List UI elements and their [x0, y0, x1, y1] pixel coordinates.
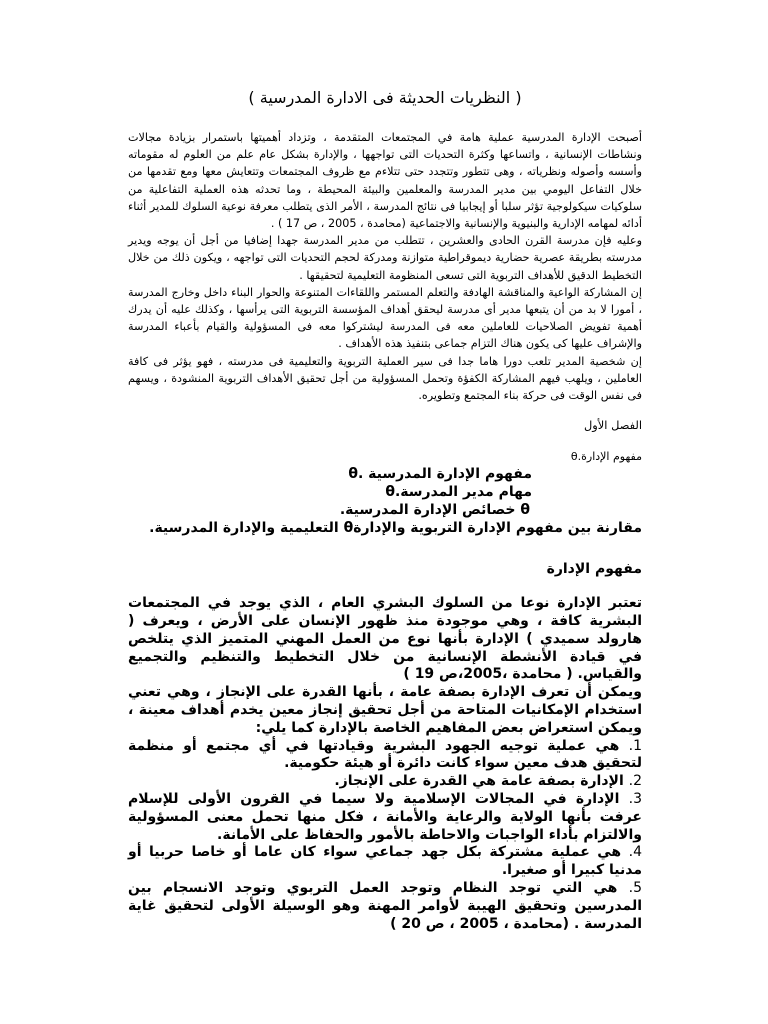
- definition-text: هي عملية مشتركة بكل جهد جماعي سواء كان عاما أو خاصا حربيا أو مدنيا كبيرا أو صغيرا.: [128, 844, 642, 879]
- definition-item: [128, 791, 642, 844]
- topic-item: مفهوم الإدارة المدرسية .θ: [348, 466, 532, 483]
- section-paragraph: تعتبر الإدارة نوعا من السلوك البشري العام ، الذي يوجد في المجتمعات البشرية كافة ، وهي موجودة منذ ظهور الإنسان على الأرض ، ويعرف ( هارولد سميدي ) الإدارة بأنها نوع من العمل المهني المتميز الذي يتلخص في قيادة الأنشطة الإنسانية من خلال التخطيط والتنظيم والتجميع والقياس. ( محامدة ،2005،ص 19 ): [128, 595, 642, 683]
- topic-item: مهام مدير المدرسة.θ: [385, 484, 532, 501]
- definition-number: 5.: [628, 880, 642, 896]
- definition-number: 3.: [628, 791, 642, 808]
- definition-item: [128, 844, 642, 880]
- definition-number: 4.: [628, 844, 643, 861]
- section-title: مفهوم الإدارة: [546, 561, 642, 578]
- intro-paragraph: إن شخصية المدير تلعب دورا هاما جدا فى سير العملية التربوية والتعليمية فى مدرسته ، فهو يؤثر فى كافة العاملين ، ويلهب فيهم المشاركة الكفؤة وتحمل المسؤولية من أجل تحقيق الأهداف التربوية المنشودة ، ويسهم فى نفس الوقت فى حركة بناء المجتمع وتطويره.: [128, 354, 642, 403]
- definition-number: 2.: [628, 773, 642, 790]
- topics-list: [128, 465, 642, 537]
- document-title: ( النظريات الحديثة فى الادارة المدرسية ): [248, 88, 522, 107]
- definition-item: [128, 880, 642, 933]
- definition-item: [128, 738, 642, 774]
- definition-text: الإدارة بصفة عامة هي القدرة على الإنجاز.: [334, 773, 624, 790]
- section-body: [128, 595, 642, 737]
- intro-section: [128, 129, 642, 404]
- topic-item: θ خصائص الإدارة المدرسية.: [339, 502, 530, 519]
- intro-paragraph: وعليه فإن مدرسة القرن الحادى والعشرين ، تتطلب من مدير المدرسة جهدا إضافيا من أجل أن يوجه ويدير مدرسته بطريقة عصرية حضارية ديموقراطية متوازنة ومدركة لحجم التحديات التى تواجهه ، ويكون ذلك من خلال التخطيط الدقيق للأهداف التربوية التى تسعى المنظومة التعليمية لتحقيقها .: [128, 234, 642, 282]
- definition-text: الإدارة في المجالات الإسلامية ولا سيما في القرون الأولى للإسلام عرفت بأنها الولاية والرعاية والأمانة ، فكل منها تحمل معنى المسؤولية والالتزام بأداء الواجبات والاحاطة بالأمور والحفاظ على الأمانة.: [128, 791, 642, 843]
- intro-paragraph: إن المشاركة الواعية والمناقشة الهادفة والتعلم المستمر واللقاءات المتنوعة والحوار البناء داخل وخارج المدرسة ، أمورا لا بد من أن يتبعها مدير أى مدرسة ليحقق أهداف المؤسسة التربوية التى يرأسها ، وكذلك عليه أن يدرك أهمية تفويض الصلاحيات للعاملين معه فى المدرسة ليشتركوا معه فى المسؤولية والقيام بأعباء المدرسة والإشراف عليها كى يكون هناك التزام جماعى بتنفيذ هذه الأهداف .: [128, 285, 642, 351]
- chapter-label: الفصل الأول: [584, 418, 642, 433]
- intro-paragraph: أصبحت الإدارة المدرسية عملية هامة في المجتمعات المتقدمة ، وتزداد أهميتها باستمرار بزيادة مجالات ونشاطات الإنسانية ، واتساعها وكثرة التحديات التى تواجهها ، والإدارة بشكل عام علم من العلوم له مقوماته وأسسه وأصوله ونظرياته ، وهى تتطور وتتجدد حتى تتلاءم مع ظروف المجتمعات وتتعايش معها ومع تقدمها من خلال التفاعل اليومي بين مدير المدرسة والمعلمين والبيئة المحيطة ، وما تحدثه هذه العملية التفاعلية من سلوكيات سيكولوجية تؤثر سلبا أو إيجابيا فى نتائج المدرسة ، الأمر الذى يتطلب معرفة نوعية السلوك للمدير أثناء أدائه لمهامه الإدارية والبنيوية والإنسانية والاجتماعية (محامدة ، 2005 ، ص 17 ) .: [128, 131, 642, 231]
- definition-text: هي عملية توجيه الجهود البشرية وقيادتها في أي مجتمع أو منظمة لتحقيق هدف معين سواء كانت دائرة أو هيئة حكومية.: [128, 737, 642, 772]
- concept-line: مفهوم الإدارة.θ: [570, 450, 642, 464]
- definition-number: 1.: [628, 737, 642, 754]
- definition-text: هي التي توجد النظام وتوجد العمل التربوي وتوجد الانسجام بين المدرسين وتحقيق الهيبة لأوامر المهنة وهو الوسيلة الأولى لتحقيق غاية المدرسة . (محامدة ، 2005 ، ص 20 ): [128, 880, 642, 932]
- section-paragraph: ويمكن أن تعرف الإدارة بصفة عامة ، بأنها القدرة على الإنجاز ، وهي تعني استخدام الإمكانيات المتاحة من أجل تحقيق إنجاز معين يخدم أهداف معينة ، ويمكن استعراض بعض المفاهيم الخاصة بالإدارة كما يلي:: [128, 684, 642, 736]
- topic-item: مقارنة بين مفهوم الإدارة التربوية والإدارةθ التعليمية والإدارة المدرسية.: [149, 520, 642, 537]
- definitions-list: [128, 738, 642, 934]
- definition-item: [128, 773, 642, 791]
